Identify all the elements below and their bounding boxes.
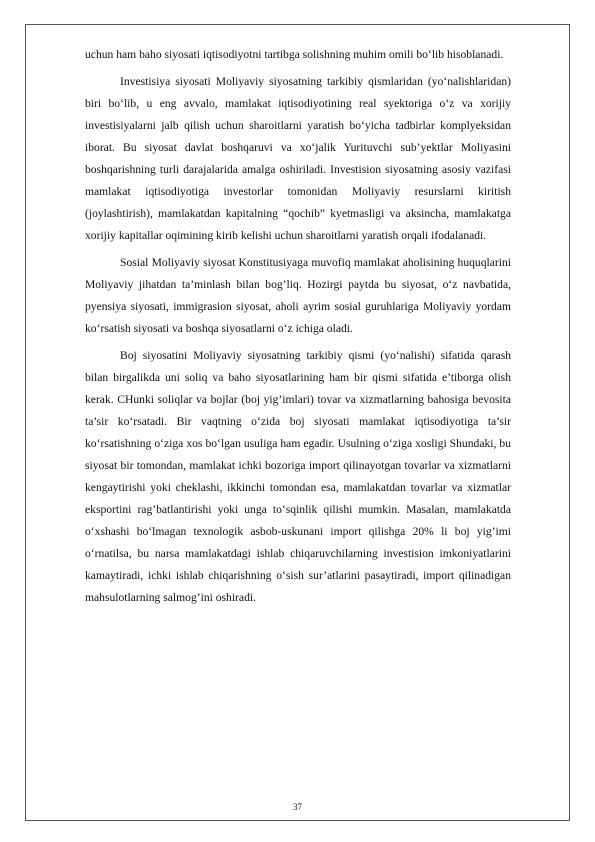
document-body: [85, 44, 511, 614]
paragraph-investment-policy: Investisiya siyosati Moliyaviy siyosatning tarkibiy qismlaridan (yo‘nalishlaridan) biri bo‘lib, u eng avvalo, mamlakat iqtisodiyotining real syektoriga o‘z va xorijiy investisiyalarni jalb qilish uchun sharoitlarni yaratish bo‘yicha tadbirlar komplyeksidan iborat. Bu siyosat davlat boshqaruvi va xo‘jalik Yurituvchi sub’yektlar Moliyasini boshqarishning turli darajalarida amalga oshiriladi. Investision siyosatning asosiy vazifasi mamlakat iqtisodiyotiga investorlar tomonidan Moliyaviy resurslarni kiritish (joylashtirish), mamlakatdan kapitalning “qochib” kyetmasligi va aksincha, mamlakatga xorijiy kapitallar oqimining kirib kelishi uchun sharoitlarni yaratish orqali ifodalanadi.: [85, 75, 511, 242]
page-number: 37: [293, 802, 302, 812]
paragraph-continuation: uchun ham baho siyosati iqtisodiyotni tartibga solishning muhim omili bo‘lib hisoblanadi.: [85, 48, 504, 61]
paragraph-customs-policy: Boj siyosatini Moliyaviy siyosatning tarkibiy qismi (yo‘nalishi) sifatida qarash bilan birgalikda uni soliq va baho siyosatlarining ham bir qismi sifatida e’tiborga olish kerak. CHunki soliqlar va bojlar (boj yig’imlari) tovar va xizmatlarning bahosiga bevosita ta’sir ko‘rsatadi. Bir vaqtning o‘zida boj siyosati mamlakat iqtisodiyotiga ta’sir ko‘rsatishning o‘ziga xos bo‘lgan usuliga ham egadir. Usulning o‘ziga xosligi Shundaki, bu siyosat bir tomondan, mamlakat ichki bozoriga import qilinayotgan tovarlar va xizmatlarni kengaytirishi yoki cheklashi, ikkinchi tomondan esa, mamlakatdan tovarlar va xizmatlar eksportini rag’batlantirishi yoki unga to‘sqinlik qilishi mumkin. Masalan, mamlakatda o‘xshashi bo‘lmagan texnologik asbob-uskunani import qilishga 20% li boj yig’imi o‘rnatilsa, bu narsa mamlakatdagi ishlab chiqaruvchilarning investision imkoniyatlarini kamaytiradi, ichki ishlab chiqarishning o‘sish sur’atlarini pasaytiradi, import qilinadigan mahsulotlarning salmog’ini oshiradi.: [85, 349, 511, 604]
paragraph-social-policy: Sosial Moliyaviy siyosat Konstitusiyaga muvofiq mamlakat aholisining huquqlarini Moliyaviy jihatdan ta’minlash bilan bog’liq. Hozirgi paytda bu siyosat, o‘z navbatida, pyensiya siyosati, immigrasion siyosat, aholi ayrim sosial guruhlariga Moliyaviy yordam ko‘rsatish siyosati va boshqa siyosatlarni o‘z ichiga oladi.: [85, 256, 511, 335]
